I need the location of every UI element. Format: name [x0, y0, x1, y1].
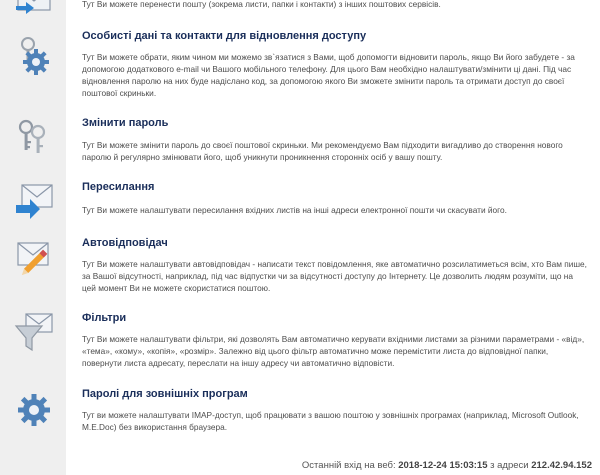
section-desc: Тут Ви можете налаштувати пересилання вхідних листів на інші адреси електронної пошти чи скасувати його.	[82, 205, 507, 215]
section-desc: Тут Ви можете перенести пошту (зокрема листи, папки і контакти) з інших поштових сервісів.	[82, 0, 441, 9]
section-title[interactable]: Пересилання	[82, 181, 155, 193]
last-login-info	[302, 460, 592, 471]
filter-funnel-icon	[12, 312, 56, 356]
last-login-middle: з адреси	[490, 460, 529, 471]
last-login-datetime: 2018-12-24 15:03:15	[398, 460, 488, 471]
mail-pencil-icon	[12, 235, 56, 279]
last-login-prefix: Останній вхід на веб:	[301, 460, 396, 471]
last-login-ip: 212.42.94.152	[531, 460, 592, 471]
mail-forward-icon	[12, 179, 56, 223]
section-title[interactable]: Автовідповідач	[82, 237, 168, 249]
keys-icon	[12, 115, 56, 159]
keys-gear-icon	[12, 34, 56, 78]
section-title[interactable]: Фільтри	[82, 312, 127, 324]
section-desc: Тут Ви можете налаштувати фільтри, які дозволять Вам автоматично керувати вхідними листами за різними параметрами - «від», «тема», «кому», «копія», «розмір». Залежно від цього фільтр автоматично може перемістити листа до відповідної папки, повернути листа адресату, переслати на іншу адресу чи автоматично відповісти.	[82, 334, 585, 368]
section-title[interactable]: Особисті дані та контакти для відновлення доступу	[82, 30, 367, 42]
section-desc: Тут Ви можете змінити пароль до своєї поштової скриньки. Ми рекомендуємо Вам підходити вигадливо до створення нового паролю й регулярно змінювати його, щоб уникнути проникнення сторонніх осіб у вашу пошту.	[82, 140, 563, 162]
gear-icon	[12, 388, 56, 432]
section-desc: Тут ви можете налаштувати IMAP-доступ, щоб працювати з вашою поштою у зовнішніх програмах (наприклад, Microsoft Outlook, M.E.Doc) без використання браузера.	[82, 410, 579, 432]
section-desc: Тут Ви можете обрати, яким чином ми можемо зв`язатися з Вами, щоб допомогти відновити пароль, якщо Ви його забудете - за допомогою додаткового e-mail чи Вашого мобільного телефону. Для цього Вам необхідно налаштувати/змінити ці дані. Під час відновлення паролю на них буде надіслано код, за допомогою якого Ви зможете змінити пароль та отримати доступ до своєї поштової скриньки.	[82, 52, 575, 98]
section-title[interactable]: Змінити пароль	[82, 117, 169, 129]
mail-import-icon	[12, 0, 56, 22]
section-title[interactable]: Паролі для зовнішніх програм	[82, 388, 248, 400]
section-desc: Тут Ви можете налаштувати автовідповідач - написати текст повідомлення, яке автоматично розсилатиметься всім, хто Вам пише, за Вашої відсутності, наприклад, під час відпустки чи за відсутності доступу до Інтернету. Це дозволить людям розуміти, що на цей момент Ви не можете скористатися поштою.	[82, 259, 587, 293]
